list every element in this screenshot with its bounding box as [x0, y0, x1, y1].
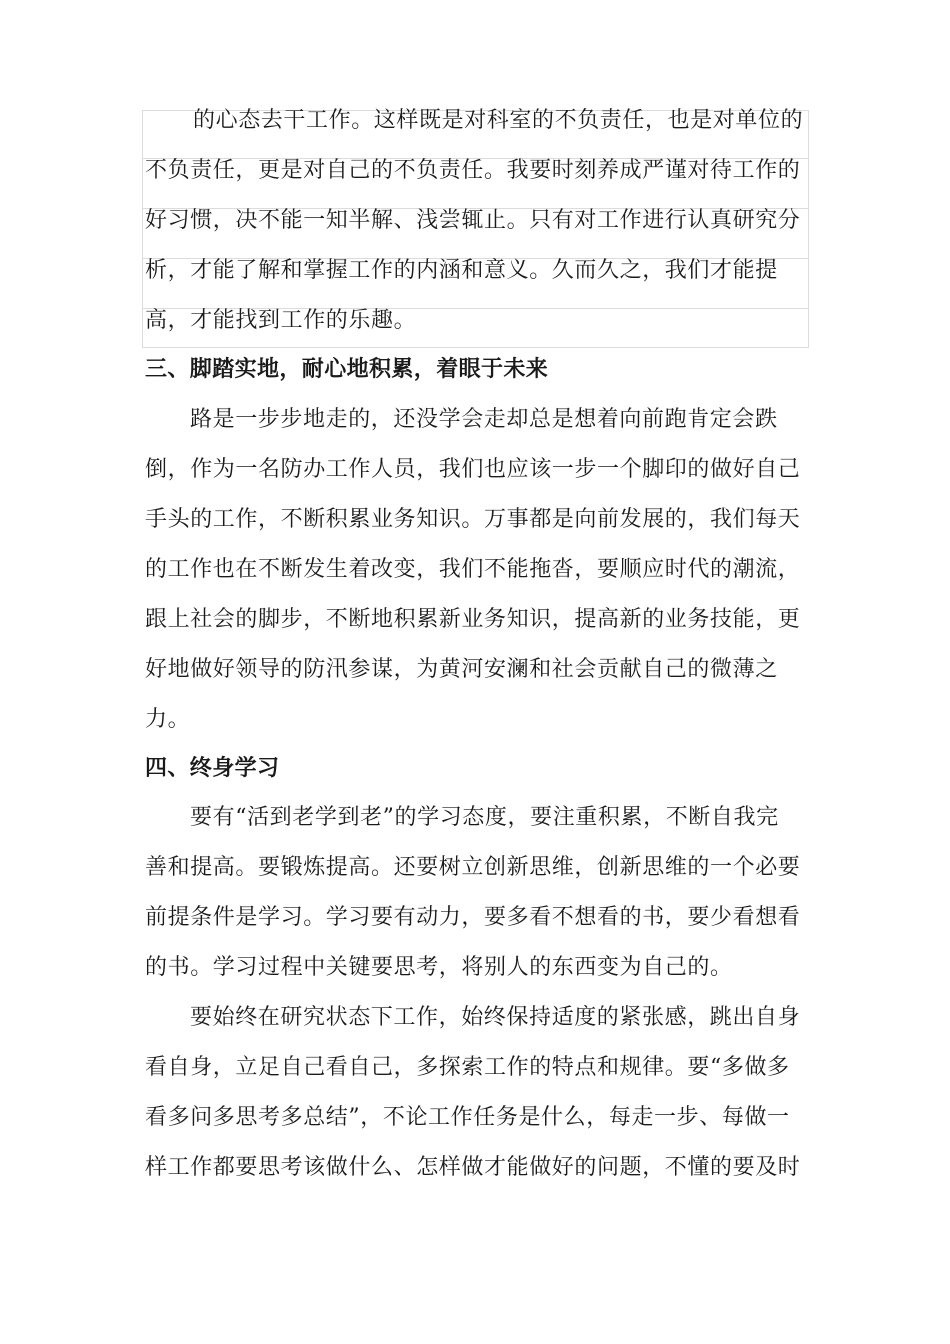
paragraph-line: 跟上社会的脚步，不断地积累新业务知识，提高新的业务技能，更 — [145, 607, 801, 632]
paragraph-line: 高，才能找到工作的乐趣。 — [145, 308, 417, 333]
paragraph-line: 的心态去干工作。这样既是对科室的不负责任，也是对单位的 — [193, 108, 804, 133]
paragraph-line: 倒，作为一名防办工作人员，我们也应该一步一个脚印的做好自己 — [145, 457, 801, 482]
paragraph-line: 看多问多思考多总结”，不论工作任务是什么，每走一步、每做一 — [145, 1105, 790, 1130]
paragraph-line: 要始终在研究状态下工作，始终保持适度的紧张感，跳出自身 — [190, 1005, 801, 1030]
table-row-line — [142, 347, 809, 348]
paragraph-line: 看自身，立足自己看自己，多探索工作的特点和规律。要“多做多 — [145, 1055, 790, 1080]
paragraph-line: 好习惯，决不能一知半解、浅尝辄止。只有对工作进行认真研究分 — [145, 208, 801, 233]
paragraph-line: 善和提高。要锻炼提高。还要树立创新思维，创新思维的一个必要 — [145, 855, 801, 880]
paragraph-line: 的书。学习过程中关键要思考，将别人的东西变为自己的。 — [145, 955, 733, 980]
paragraph-line: 力。 — [145, 707, 191, 732]
paragraph-line: 样工作都要思考该做什么、怎样做才能做好的问题，不懂的要及时 — [145, 1155, 801, 1180]
table-border-left — [142, 110, 143, 348]
paragraph-line: 不负责任，更是对自己的不负责任。我要时刻养成严谨对待工作的 — [145, 158, 801, 183]
paragraph-line: 析，才能了解和掌握工作的内涵和意义。久而久之，我们才能提 — [145, 258, 778, 283]
paragraph-line: 手头的工作，不断积累业务知识。万事都是向前发展的，我们每天 — [145, 507, 801, 532]
section-heading: 四、终身学习 — [145, 756, 280, 781]
paragraph-line: 好地做好领导的防汛参谋，为黄河安澜和社会贡献自己的微薄之 — [145, 657, 778, 682]
paragraph-line: 的工作也在不断发生着改变，我们不能拖沓，要顺应时代的潮流， — [145, 557, 801, 582]
paragraph-line: 路是一步步地走的，还没学会走却总是想着向前跑肯定会跌 — [190, 407, 778, 432]
section-heading: 三、脚踏实地，耐心地积累，着眼于未来 — [145, 357, 549, 382]
paragraph-line: 前提条件是学习。学习要有动力，要多看不想看的书，要少看想看 — [145, 905, 801, 930]
table-border-right — [808, 110, 809, 348]
paragraph-line: 要有“活到老学到老”的学习态度，要注重积累，不断自我完 — [190, 805, 779, 830]
